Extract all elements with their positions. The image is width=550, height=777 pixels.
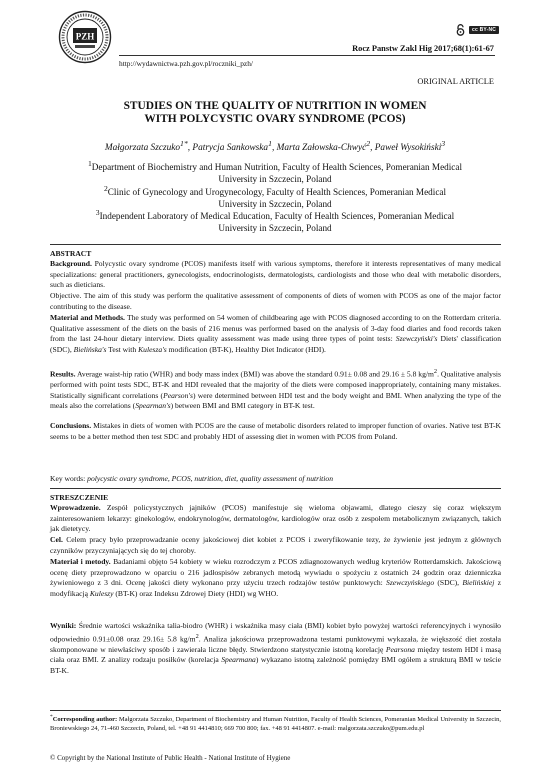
abstract-results: Results. Average waist-hip ratio (WHR) and body mass index (BMI) was above the standard 0.91± 0.08 and 29.16 ± 5.8 $kg/m^2$. Qualitative analysis performed with point tests SDC, BT-K and HDI revealed that the majority of the diets were composed inappropriately, containing many mistakes. Statistically significant correlations (Pearson's) were determined between HDI test and the body weight and BMI. When analyzing the type of the meals also the correlations (Spearman's) between BMI and BMI category in BT-K test. [50, 368, 501, 411]
author-list: Małgorzata Szczuko$^{1*}$, Patrycja Sankowska$^1$, Marta Załowska-Chwyć$^2$, Paweł Wysokiński$^3$ [104, 139, 446, 154]
corresponding-author-footnote: *Corresponding author: Małgorzata Szczuko, Department of Biochemistry and Human Nutrition, Faculty of Health Sciences, Pomeranian Medical University in Szczecin, Broniewskiego 24, 71-460 Szczecin, Poland, tel. +48 91 4414810; 669 700 800; fax. +48 91 4414807. e-mail: malgorzata.szczuko@pum.edu.pl [50, 714, 501, 732]
abstract-heading: ABSTRACT [50, 249, 92, 258]
article-title-line-2: WITH POLYCYSTIC OVARY SYNDROME (PCOS) [144, 113, 406, 125]
journal-url-link[interactable]: http://wydawnictwa.pzh.gov.pl/roczniki_pzh/ [119, 59, 253, 68]
author-name: Patrycja Sankowska [192, 143, 269, 154]
affiliation-3: $^3$Independent Laboratory of Medical Education, Faculty of Health Sciences, Pomeranian Medical University in Szczecin, Poland [95, 208, 455, 233]
article-title-line-1: STUDIES ON THE QUALITY OF NUTRITION IN WOMEN [123, 100, 427, 112]
abstract-conclusions: Conclusions. Mistakes in diets of women with PCOS are the cause of metabolic disorders related to improper function of ovaries. Native test BT-K seems to be a better method then test SDC and probably HDI of assessing diet in women with PCOS from Poland. [50, 421, 502, 441]
streszczenie-results: Wyniki: Średnie wartości wskaźnika talia-biodro (WHR) i wskaźnika masy ciała (BMI) kobiet było powyżej wartości referencyjnych i wynosiło odpowiednio 0.91±0.08 oraz 29.16± 5.8 $kg/m^2$. Analiza jakościowa przeprowadzona testami punktowymi wykazała, że większość diet została skomponowane w niewłaściwy sposób i zawierała liczne błędy. Stwierdzono statystycznie istotną korelację Pearsona między testem HDI i masą ciała oraz BMI. Z analizy rodzaju posiłków (korelacja Spearmana) wykazano istotną zależność pomiędzy BMI ogółem a strukturą BMI w teście BT-K. [50, 621, 502, 675]
abstract-background: Background. Polycystic ovary syndrome (PCOS) manifests itself with various symptoms, therefore it interests representatives of many medical specializations: general practitioners, gynecologists, endocrinologists, dermatologists, cardiologists and those who deal with metabolic disorders, such as dieticians. [50, 259, 501, 290]
abstract-top-rule [50, 244, 501, 245]
streszczenie-heading: STRESZCZENIE [50, 493, 109, 502]
footnote-rule [50, 710, 501, 711]
abstract-methods: Material and Methods. The study was performed on 54 women of childbearing age with PCOS diagnosed according to on the Rotterdam criteria. Qualitative assessment of the diets on the basis of 216 menus was performed based on the analysis of 3-day food diaries and food records taken from the last 24-hour dietary interview. Diets quality assessment was made using three types of point tests: Szewczyński's Diets' classification (SDC), Bielińska's Test with Kulesza's modification (BT-K), Healthy Diet Indicator (HDI). [50, 313, 502, 354]
streszczenie-aim: Cel. Celem pracy było przeprowadzanie oceny jakościowej diet kobiet z PCOS i zweryfikowanie tezy, że żywienie jest jednym z głównych czynników przyczyniających się do tej choroby. [50, 535, 501, 555]
open-access-icon [455, 24, 466, 36]
streszczenie-methods: Materiał i metody. Badaniami objęto 54 kobiety w wieku rozrodczym z PCOS zdiagnozowanych według kryteriów Rotterdamskich. Jakościową ocenę diety przeprowadzono w oparciu o 216 jadłospisów zebranych metodą wywiadu o spożyciu z ostatnich 24 godzin oraz dzienniczka żywieniowego z 3 dni. Ocenę jakości diety wykonano przy użyciu trzech rodzajów testów punktowych: Szewczyńskiego (SDC), Bielińskiej z modyfikacją Kuleszy (BT-K) oraz Indeksu Zdrowej Diety (HDI) wg WHO. [50, 557, 501, 598]
author-name: Marta Załowska-Chwyć [276, 143, 367, 154]
keywords: Key words: polycystic ovary syndrome, PCOS, nutrition, diet, quality assessment of nutrition [50, 474, 333, 483]
article-type: ORIGINAL ARTICLE [417, 77, 494, 86]
abstract-objective: Objective. The aim of this study was perform the qualitative assessment of components of diets of women with PCOS as one of the major factor contributing to the disease. [50, 291, 501, 311]
affiliation-2: $^2$Clinic of Gynecology and Urogynecology, Faculty of Health Sciences, Pomeranian Medical University in Szczecin, Poland [103, 184, 447, 209]
journal-logo-seal [58, 10, 112, 64]
author-name: Małgorzata Szczuko [104, 143, 180, 154]
streszczenie-top-rule [50, 488, 501, 489]
streszczenie-intro: Wprowadzenie. Zespół policystycznych jajników (PCOS) manifestuje się wieloma objawami, dlatego cieszy się coraz większym zainteresowaniem lekarzy: ginekologów, endokrynologów, dermatologów, kardiologów oraz osób z zespołem metabolicznym związanych, takich jak dietetycy. [50, 503, 501, 534]
affiliation-1: $^1$Department of Biochemistry and Human Nutrition, Faculty of Health Sciences, Pomeranian Medical University in Szczecin, Poland [87, 159, 463, 184]
author-name: Paweł Wysokiński [374, 143, 442, 154]
header-rule [119, 55, 495, 56]
journal-reference: Rocz Panstw Zakl Hig 2017;68(1):61-67 [352, 44, 494, 53]
svg-text:PZH: PZH [75, 31, 95, 42]
license-badges [455, 24, 499, 36]
cc-license-icon[interactable]: cc BY-NC [469, 26, 499, 34]
copyright-notice: © Copyright by the National Institute of Public Health - National Institute of Hygiene [50, 754, 291, 762]
